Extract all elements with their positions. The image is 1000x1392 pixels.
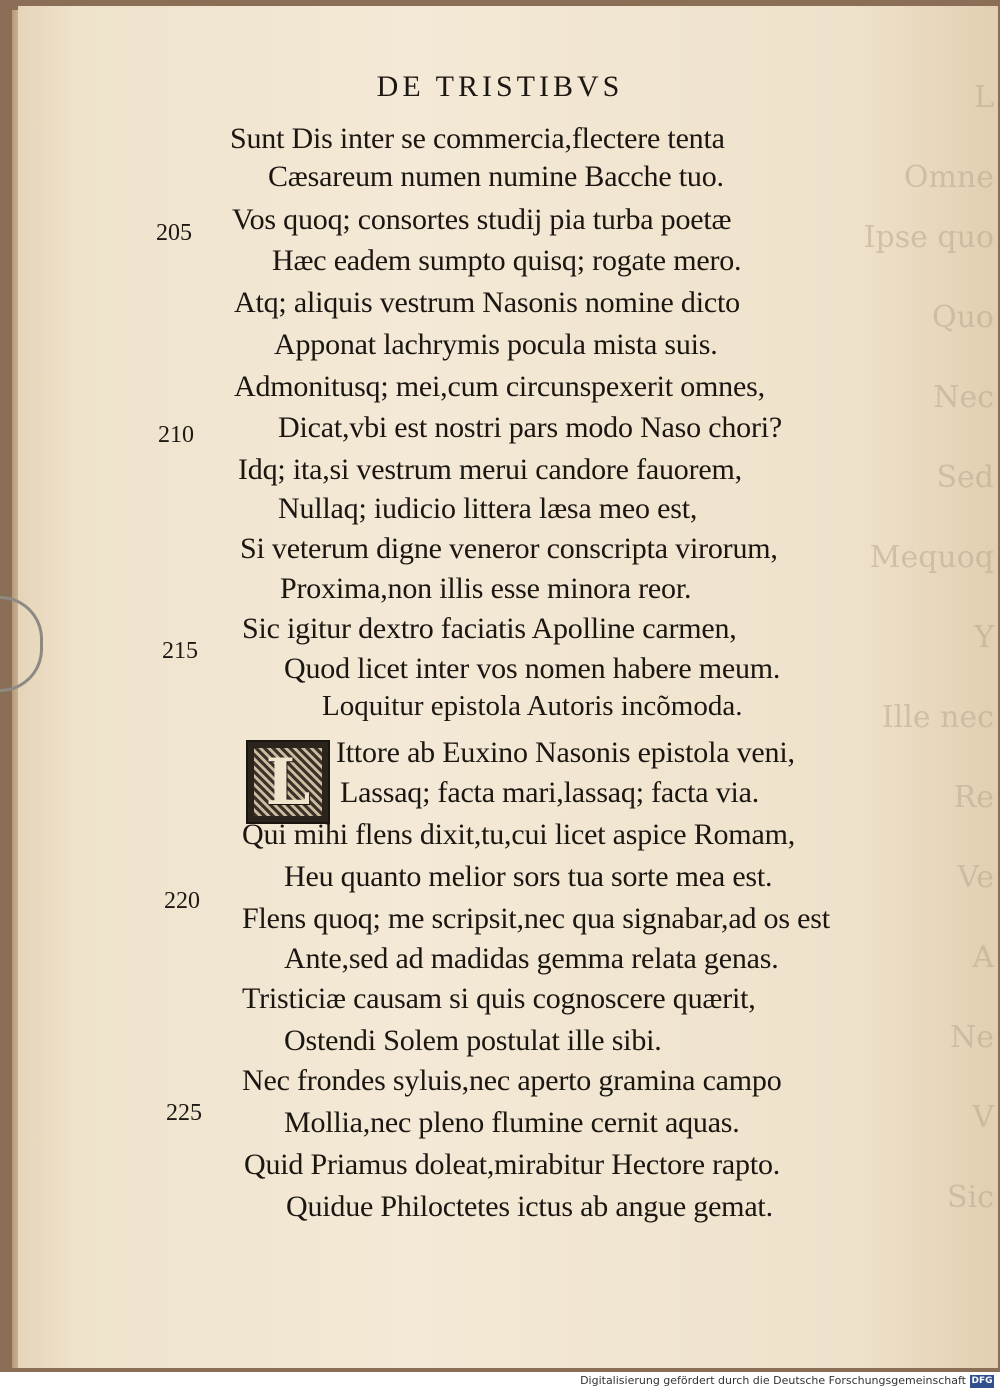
verse-line: Ostendi Solem postulat ille sibi. <box>284 1024 662 1057</box>
verse-line: Sunt Dis inter se commercia,flectere tenta <box>230 122 725 155</box>
section-heading: Loquitur epistola Autoris incõmoda. <box>322 690 743 722</box>
line-number: 220 <box>164 888 200 914</box>
verse-line: Cæsareum numen numine Bacche tuo. <box>268 160 724 193</box>
dfg-logo: DFG <box>971 1376 993 1386</box>
verse-line: Ittore ab Euxino Nasonis epistola veni, <box>336 736 795 769</box>
verse-line: Hæc eadem sumpto quisq; rogate mero. <box>272 244 742 277</box>
digitization-credit: Digitalisierung gefördert durch die Deutsche Forschungsgemeinschaft <box>580 1374 966 1387</box>
verse-line: Vos quoq; consortes studij pia turba poetæ <box>232 203 732 236</box>
verse-line: Ante,sed ad madidas gemma relata genas. <box>284 942 779 975</box>
verse-line: Tristiciæ causam si quis cognoscere quærit, <box>242 982 756 1015</box>
verse-line: Sic igitur dextro faciatis Apolline carmen, <box>242 612 737 645</box>
initial-ornament <box>254 744 322 820</box>
verse-line: Dicat,vbi est nostri pars modo Naso chori? <box>278 411 782 444</box>
verse-line: Proxima,non illis esse minora reor. <box>280 572 692 605</box>
verse-line: Atq; aliquis vestrum Nasonis nomine dicto <box>234 286 740 319</box>
verse-line: Nec frondes syluis,nec aperto gramina campo <box>242 1064 782 1097</box>
verse-line: Lassaq; facta mari,lassaq; facta via. <box>340 776 760 809</box>
decorated-initial <box>246 740 330 824</box>
verse-line: Admonitusq; mei,cum circunspexerit omnes, <box>234 370 765 403</box>
line-number: 215 <box>162 638 198 664</box>
initial-letter: L <box>265 744 311 820</box>
verse-line: Idq; ita,si vestrum merui candore fauorem, <box>238 453 742 486</box>
verse-line: Si veterum digne veneror conscripta virorum, <box>240 532 778 565</box>
verse-line: Flens quoq; me scripsit,nec qua signabar,ad os est <box>242 902 830 935</box>
verse-line: Qui mihi flens dixit,tu,cui licet aspice Romam, <box>242 818 795 851</box>
verse-line: Quid Priamus doleat,mirabitur Hectore rapto. <box>244 1148 781 1181</box>
verse-line: Apponat lachrymis pocula mista suis. <box>274 328 718 361</box>
verse-line: Mollia,nec pleno flumine cernit aquas. <box>284 1106 740 1139</box>
verse-line: Quod licet inter vos nomen habere meum. <box>284 652 781 685</box>
running-title: DE TRISTIBVS <box>376 70 624 103</box>
line-number: 210 <box>158 422 194 448</box>
line-number: 205 <box>156 220 192 246</box>
verse-line: Quidue Philoctetes ictus ab angue gemat. <box>286 1190 773 1223</box>
verse-line: Heu quanto melior sors tua sorte mea est. <box>284 860 773 893</box>
bleed-through-text: L Omne Ipse quo Quo Nec Sed Mequoq Y Ille nec Re Ve A Ne V Sic <box>863 80 994 1215</box>
verse-line: Nullaq; iudicio littera læsa meo est, <box>278 492 698 525</box>
line-number: 225 <box>166 1100 202 1126</box>
